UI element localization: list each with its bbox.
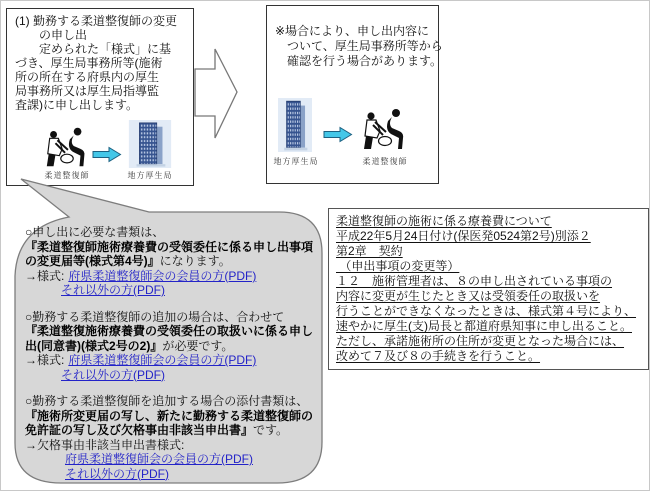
step1-text bbox=[15, 14, 193, 112]
reference-line: 第2章 契約 bbox=[336, 244, 403, 258]
reference-line: （申出事項の変更等） bbox=[336, 259, 460, 273]
link-member-pdf[interactable]: 府県柔道整復師会の会員の方(PDF) bbox=[68, 268, 257, 283]
reference-line: 内容に変更が生じたとき又は受領委任の取扱いを bbox=[336, 289, 601, 303]
reference-line: 行うことができなくなったときは、様式第４号により、 bbox=[336, 304, 637, 318]
section-intro: ○申し出に必要な書類は、 bbox=[25, 225, 165, 239]
reference-line: １２ 施術管理者は、８の申し出されている事項の bbox=[336, 274, 613, 288]
step2-text-line: ※場合により、申し出内容に bbox=[275, 24, 430, 38]
link-other-pdf[interactable]: それ以外の方(PDF) bbox=[61, 283, 165, 297]
step1-text-line: の申し出 bbox=[15, 28, 88, 42]
step1-text-line: づき、厚生局事務所等(施術 bbox=[15, 56, 163, 70]
bubble-section-attachments bbox=[25, 394, 319, 481]
bubble-section-change-form bbox=[25, 225, 319, 298]
form-label: →様式: bbox=[25, 353, 65, 367]
step1-text-line: 定められた「様式」に基 bbox=[15, 42, 172, 56]
judo-therapist-icon bbox=[359, 107, 411, 151]
document-title: 『施術所変更届の写し、新たに勤務する柔道整復師の bbox=[25, 408, 314, 423]
bubble-section-consent-form bbox=[25, 310, 319, 383]
step1-text-line: 所の所在する府県内の厚生 bbox=[15, 70, 160, 84]
link-other-pdf[interactable]: それ以外の方(PDF) bbox=[61, 367, 165, 382]
form-label: →欠格事由非該当申出書様式: bbox=[25, 437, 185, 452]
reference-line: 速やかに厚生(支)局長と都道府県知事に申し出ること。 bbox=[336, 319, 632, 333]
document-title-cont: 免許証の写し及び欠格事由非該当申出書』です。 bbox=[25, 423, 289, 437]
document-title: 『柔道整復師施術療養費の受領委任に係る申し出事項 bbox=[25, 239, 314, 254]
reference-line: 柔道整復師の施術に係る療養費について bbox=[336, 214, 552, 228]
section-intro: ○勤務する柔道整復師を追加する場合の添付書類は、 bbox=[25, 394, 309, 408]
step1-text-line: (1) 勤務する柔道整復師の変更 bbox=[15, 14, 178, 28]
document-title: 『柔道整復施術療養費の受領委任の取扱いに係る申し bbox=[25, 324, 314, 338]
section-intro: ○勤務する柔道整復師の追加の場合は、合わせて bbox=[25, 309, 285, 324]
step2-text bbox=[275, 24, 443, 69]
step2-text-line: ついて、厚生局事務所等から bbox=[275, 39, 443, 53]
step1-text-line: 局事務所又は厚生局指導監 bbox=[15, 84, 160, 98]
required-documents-note bbox=[25, 225, 319, 491]
reference-line: 平成22年5月24日付け(保医発0524第2号)別添２ bbox=[336, 229, 591, 243]
regional-bureau-label: 地方厚生局 bbox=[273, 157, 319, 166]
step2-text-line: 確認を行う場合があります。 bbox=[275, 54, 443, 68]
process-next-arrow-icon bbox=[194, 44, 240, 147]
step1-text-line: 査課)に申し出します。 bbox=[15, 98, 139, 112]
step2-box bbox=[266, 5, 443, 184]
regional-bureau-building-icon bbox=[278, 98, 312, 152]
link-other-pdf[interactable]: それ以外の方(PDF) bbox=[65, 466, 169, 481]
link-member-pdf[interactable]: 府県柔道整復師会の会員の方(PDF) bbox=[68, 353, 257, 367]
regulation-reference-box bbox=[328, 208, 649, 370]
link-member-pdf[interactable]: 府県柔道整復師会の会員の方(PDF) bbox=[65, 452, 253, 466]
judo-therapist-label: 柔道整復師 bbox=[44, 171, 90, 180]
reference-line: 改めて７及び８の手続きを行うこと。 bbox=[336, 349, 541, 363]
document-title-cont: の変更届等(様式第4号)』になります。 bbox=[25, 254, 231, 268]
document-title-cont: 出(同意書)(様式2号の2)』が必要です。 bbox=[25, 338, 234, 353]
judo-therapist-label: 柔道整復師 bbox=[362, 157, 408, 166]
regional-bureau-label: 地方厚生局 bbox=[127, 171, 173, 180]
reference-line: ただし、承諾施術所の住所が変更となった場合には、 bbox=[336, 334, 625, 348]
arrow-right-icon bbox=[323, 126, 353, 143]
form-label: →様式: bbox=[25, 268, 65, 283]
step1-box bbox=[6, 8, 194, 186]
